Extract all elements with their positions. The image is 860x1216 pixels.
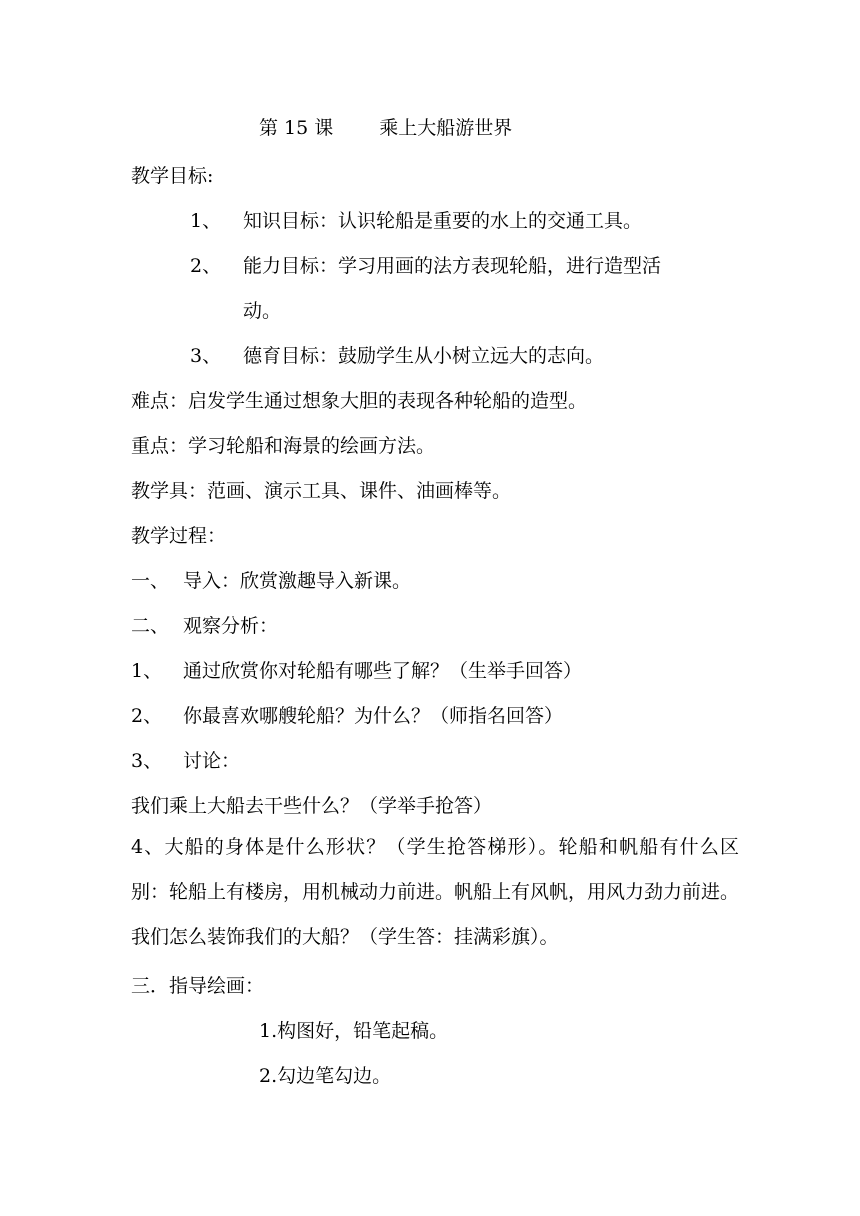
question-item	[131, 749, 240, 773]
question-number: 3、	[131, 750, 163, 772]
objective-number: 3、	[190, 345, 222, 367]
difficulty-line: 难点：启发学生通过想象大胆的表现各种轮船的造型。	[131, 390, 588, 412]
question-text: 通过欣赏你对轮船有哪些了解？（生举手回答）	[183, 660, 583, 682]
section-text: 观察分析：	[183, 615, 279, 637]
objective-item	[190, 344, 604, 368]
lesson-name: 乘上大船游世界	[379, 117, 513, 139]
discussion-line: 我们乘上大船去干些什么？（学举手抢答）	[131, 795, 493, 817]
objective-item	[190, 209, 642, 233]
lesson-title	[259, 116, 512, 140]
objective-number: 2、	[190, 255, 222, 277]
lesson-number: 第 15 课	[259, 117, 334, 139]
objective-number: 1、	[190, 210, 222, 232]
section-text: 导入：欣赏激趣导入新课。	[183, 570, 412, 592]
section-intro	[131, 569, 411, 593]
drawing-step: 2.勾边笔勾边。	[259, 1065, 392, 1087]
keypoint-line: 重点：学习轮船和海景的绘画方法。	[131, 435, 436, 457]
question-item	[131, 659, 582, 683]
section-drawing: 三．指导绘画：	[131, 975, 265, 997]
objective-text-continued: 动。	[243, 300, 282, 322]
section-number: 二、	[131, 615, 170, 637]
question-item	[131, 704, 563, 728]
question-text: 你最喜欢哪艘轮船？为什么？（师指名回答）	[183, 705, 564, 727]
section-analysis	[131, 614, 278, 638]
tools-line: 教学具：范画、演示工具、课件、油画棒等。	[131, 480, 512, 502]
section-number: 一、	[131, 570, 170, 592]
drawing-step: 1.构图好，铅笔起稿。	[259, 1020, 449, 1042]
question-text: 讨论：	[183, 750, 241, 772]
objective-item	[190, 254, 661, 278]
process-heading: 教学过程：	[131, 525, 227, 547]
objective-text: 能力目标：学习用画的法方表现轮船，进行造型活	[243, 255, 662, 277]
objectives-heading: 教学目标:	[131, 165, 214, 187]
objective-text: 知识目标：认识轮船是重要的水上的交通工具。	[243, 210, 643, 232]
question-number: 2、	[131, 705, 163, 727]
question-number: 1、	[131, 660, 163, 682]
objective-text: 德育目标：鼓励学生从小树立远大的志向。	[243, 345, 605, 367]
question-paragraph: 4、大船的身体是什么形状？（学生抢答梯形）。轮船和帆船有什么区别：轮船上有楼房，用机械动力前进。帆船上有风帆，用风力劲力前进。我们怎么装饰我们的大船？（学生答：挂满彩旗）。	[131, 836, 740, 948]
